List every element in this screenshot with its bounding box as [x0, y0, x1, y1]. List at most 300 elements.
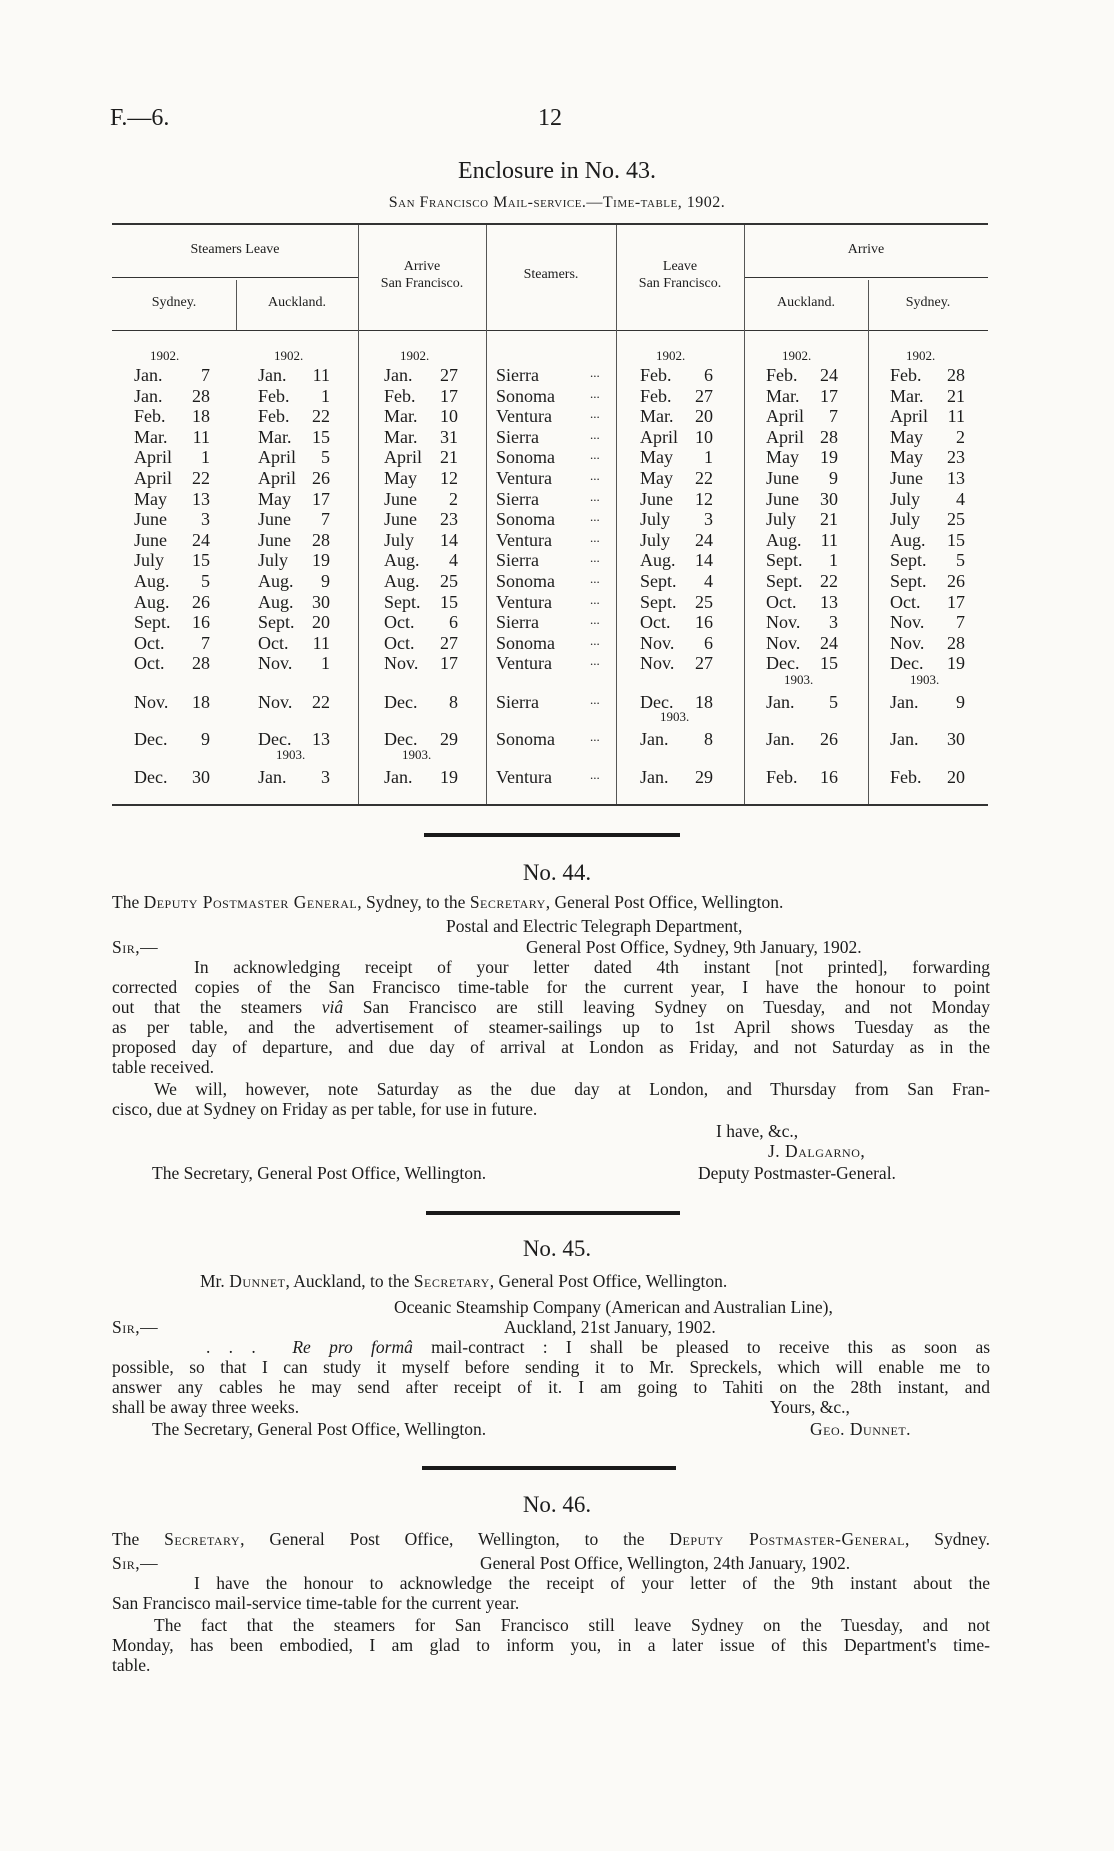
cell-day-sydney: 1 — [201, 447, 210, 468]
header-arrive-sf-line1: Arrive — [403, 259, 441, 274]
year-label-arrive-sf: 1902. — [400, 348, 430, 363]
header-sydney: Sydney. — [151, 295, 197, 310]
cell-day-arrive-sf: 12 — [440, 468, 458, 488]
cell-day-arrive-auckland: 19 — [820, 447, 838, 468]
cell-month-sydney: June — [134, 529, 167, 550]
cell-month-sydney: Feb. — [134, 406, 166, 427]
year-1903-arrive-sf: 1903. — [402, 747, 432, 762]
cell-day-arrive-auckland: 17 — [820, 385, 838, 406]
cell-day-sydney: 22 — [192, 468, 210, 488]
cell-month-arrive-auckland: Sept. — [766, 550, 803, 571]
cell-month-sydney: April — [134, 447, 172, 468]
letter-46-para2-line1: The fact that the steamers for San Francisco still leave Sydney on the Tuesday, and not — [154, 1615, 990, 1635]
year-label-leave-sf: 1902. — [656, 348, 686, 363]
cell-day-arrive-sf: 8 — [449, 692, 458, 712]
header-leave-sf-line1: Leave — [662, 259, 698, 274]
letter-44-para1-line1: In acknowledging receipt of your letter dated 4th instant [not printed], forwarding — [194, 957, 990, 977]
cell-day-arrive-auckland: 3 — [829, 612, 838, 633]
cell-day-arrive-sydney: 21 — [947, 385, 965, 406]
cell-month-auckland: Nov. — [258, 692, 293, 712]
cell-day-arrive-sydney: 19 — [947, 653, 965, 674]
cell-steamer-name: Ventura — [496, 406, 552, 427]
letter-44-heading: The Deputy Postmaster General, Sydney, to the Secretary, General Post Office, Wellington. — [112, 892, 784, 912]
cell-day-auckland: 22 — [312, 692, 330, 712]
cell-day-leave-sf: 8 — [704, 729, 713, 749]
cell-day-sydney: 15 — [192, 550, 210, 571]
letter-46-heading: The Secretary, General Post Office, Wellington, to the Deputy Postmaster-General, Sydney. — [112, 1529, 990, 1549]
cell-month-arrive-sf: Oct. — [384, 632, 415, 653]
cell-month-arrive-auckland: Jan. — [766, 729, 795, 749]
cell-day-arrive-sf: 23 — [440, 509, 458, 530]
cell-steamer-name: Sonoma — [496, 632, 556, 653]
cell-month-arrive-sf: Oct. — [384, 612, 415, 633]
cell-day-arrive-sf: 29 — [440, 729, 458, 749]
cell-month-arrive-sf: Jan. — [384, 365, 413, 385]
header-arrive: Arrive — [847, 242, 885, 257]
cell-steamer-name: Ventura — [496, 653, 552, 674]
cell-month-leave-sf: Jan. — [640, 729, 669, 749]
cell-month-sydney: Mar. — [134, 426, 168, 447]
cell-steamer-dots: ... — [590, 385, 600, 401]
header-auckland: Auckland. — [268, 295, 326, 310]
cell-month-arrive-sydney: Sept. — [890, 571, 927, 591]
letter-45-address-2: Auckland, 21st January, 1902. — [504, 1317, 716, 1337]
cell-month-arrive-sf: Jan. — [384, 767, 413, 787]
cell-day-sydney: 26 — [192, 591, 210, 612]
cell-month-arrive-sydney: Dec. — [890, 653, 924, 674]
header-arrive-sf — [358, 258, 486, 292]
cell-day-auckland: 15 — [312, 426, 330, 447]
cell-steamer-dots: ... — [590, 426, 600, 442]
cell-day-sydney: 28 — [192, 653, 210, 674]
cell-month-auckland: Oct. — [258, 632, 289, 653]
cell-month-arrive-sydney: Sept. — [890, 550, 927, 571]
cell-steamer-name: Ventura — [496, 529, 552, 550]
cell-steamer-dots: ... — [590, 529, 600, 545]
cell-month-leave-sf: Aug. — [640, 550, 676, 571]
cell-month-leave-sf: July — [640, 509, 671, 530]
cell-month-leave-sf: Sept. — [640, 591, 677, 612]
cell-day-arrive-auckland: 1 — [829, 550, 838, 571]
cell-steamer-name: Ventura — [496, 468, 552, 488]
cell-month-arrive-sydney: May — [890, 447, 923, 468]
cell-day-auckland: 9 — [321, 571, 330, 591]
cell-month-arrive-sydney: Feb. — [890, 767, 922, 787]
cell-month-auckland: Sept. — [258, 612, 295, 633]
cell-day-arrive-auckland: 30 — [820, 488, 838, 509]
cell-day-arrive-sydney: 5 — [956, 550, 965, 571]
letter-44-para1-line3: out that the steamers viâ San Francisco are still leaving Sydney on Tuesday, and not Monday — [112, 997, 991, 1017]
cell-day-arrive-sydney: 20 — [947, 767, 965, 787]
letter-45-para1-line3: answer any cables he may send after receipt of it. I am going to Tahiti on the 28th instant, and — [112, 1377, 990, 1397]
cell-day-arrive-auckland: 11 — [820, 529, 838, 550]
cell-month-arrive-auckland: April — [766, 406, 804, 427]
letter-44-title: No. 44. — [522, 860, 592, 885]
cell-month-auckland: Aug. — [258, 591, 294, 612]
cell-day-arrive-sydney: 7 — [956, 612, 965, 633]
cell-steamer-name: Sonoma — [496, 571, 556, 591]
cell-month-arrive-auckland: June — [766, 488, 799, 509]
cell-day-sydney: 11 — [192, 426, 210, 447]
cell-steamer-dots: ... — [590, 571, 600, 586]
cell-month-arrive-auckland: Nov. — [766, 632, 801, 653]
cell-day-auckland: 5 — [321, 447, 330, 468]
cell-month-leave-sf: Sept. — [640, 571, 677, 591]
cell-day-leave-sf: 22 — [695, 468, 713, 488]
cell-day-leave-sf: 6 — [704, 365, 713, 385]
cell-day-auckland: 30 — [312, 591, 330, 612]
cell-day-arrive-sydney: 26 — [947, 571, 965, 591]
cell-day-auckland: 11 — [312, 632, 330, 653]
letter-45-address-1: Oceanic Steamship Company (American and Australian Line), — [394, 1297, 833, 1317]
year-label-auckland: 1902. — [274, 348, 304, 363]
cell-month-arrive-auckland: Nov. — [766, 612, 801, 633]
enclosure-title: Enclosure in No. 43. — [458, 158, 656, 184]
cell-steamer-name: Sierra — [496, 488, 539, 509]
cell-day-auckland: 20 — [312, 612, 330, 633]
year-label-arrive-auckland: 1902. — [782, 348, 812, 363]
cell-steamer-dots: ... — [590, 509, 600, 525]
cell-day-auckland: 17 — [312, 488, 330, 509]
cell-day-arrive-sydney: 17 — [947, 591, 965, 612]
cell-steamer-name: Sonoma — [496, 509, 556, 530]
letter-45-heading: Mr. Dunnet, Auckland, to the Secretary, General Post Office, Wellington. — [200, 1271, 728, 1291]
cell-month-arrive-sydney: April — [890, 406, 928, 427]
cell-month-arrive-sf: April — [384, 447, 422, 468]
header-leave-sf-line2: San Francisco. — [638, 276, 722, 291]
cell-day-sydney: 9 — [201, 729, 210, 749]
cell-month-leave-sf: Jan. — [640, 767, 669, 787]
cell-day-arrive-sf: 27 — [440, 632, 458, 653]
cell-day-arrive-sf: 4 — [449, 550, 458, 571]
cell-month-arrive-sydney: Jan. — [890, 729, 919, 749]
cell-day-arrive-auckland: 5 — [829, 692, 838, 712]
cell-month-arrive-sydney: Nov. — [890, 612, 925, 633]
cell-day-leave-sf: 25 — [695, 591, 713, 612]
cell-month-auckland: June — [258, 529, 291, 550]
cell-day-arrive-auckland: 24 — [820, 632, 838, 653]
cell-month-arrive-sf: June — [384, 509, 417, 530]
cell-day-arrive-auckland: 26 — [820, 729, 838, 749]
cell-month-sydney: July — [134, 550, 165, 571]
year-label-sydney: 1902. — [150, 348, 180, 363]
cell-steamer-dots: ... — [590, 550, 600, 566]
cell-month-leave-sf: Feb. — [640, 365, 672, 385]
cell-month-sydney: Dec. — [134, 767, 168, 787]
cell-day-arrive-sydney: 28 — [947, 632, 965, 653]
cell-day-leave-sf: 3 — [704, 509, 713, 530]
cell-day-arrive-sydney: 28 — [947, 365, 965, 385]
cell-month-arrive-auckland: Mar. — [766, 385, 800, 406]
cell-month-sydney: Aug. — [134, 591, 170, 612]
cell-day-sydney: 7 — [201, 365, 210, 385]
cell-month-arrive-sf: Mar. — [384, 426, 418, 447]
letter-45-para1-line2: possible, so that I can study it myself before sending it to Mr. Spreckels, which will enable me to — [112, 1357, 990, 1377]
cell-month-arrive-sydney: June — [890, 468, 923, 488]
cell-month-arrive-sf: July — [384, 529, 415, 550]
cell-month-sydney: June — [134, 509, 167, 530]
cell-day-arrive-sf: 14 — [440, 529, 458, 550]
cell-day-arrive-sf: 10 — [440, 406, 458, 427]
cell-month-arrive-sf: Feb. — [384, 385, 416, 406]
cell-day-sydney: 16 — [192, 612, 210, 633]
letter-46-para2-line3: table. — [112, 1655, 151, 1675]
header-arrive-sydney: Sydney. — [905, 295, 951, 310]
letter-46-salutation: Sir,— — [112, 1553, 159, 1573]
cell-day-leave-sf: 16 — [695, 612, 713, 633]
cell-steamer-dots: ... — [590, 632, 600, 648]
cell-day-auckland: 22 — [312, 406, 330, 427]
cell-month-arrive-sf: May — [384, 468, 417, 488]
cell-day-arrive-sf: 19 — [440, 767, 458, 787]
cell-month-arrive-sf: Nov. — [384, 653, 419, 674]
cell-month-arrive-sf: June — [384, 488, 417, 509]
cell-steamer-dots: ... — [590, 612, 600, 628]
cell-month-leave-sf: June — [640, 488, 673, 509]
cell-day-arrive-sydney: 23 — [947, 447, 965, 468]
cell-day-arrive-sf: 17 — [440, 653, 458, 674]
cell-month-auckland: July — [258, 550, 289, 571]
cell-month-sydney: Jan. — [134, 385, 163, 406]
cell-month-auckland: May — [258, 488, 291, 509]
cell-month-sydney: Oct. — [134, 653, 165, 674]
letter-46-para1-line1: I have the honour to acknowledge the receipt of your letter of the 9th instant about the — [194, 1573, 990, 1593]
cell-day-arrive-auckland: 22 — [820, 571, 838, 591]
cell-day-arrive-sydney: 25 — [947, 509, 965, 530]
cell-day-sydney: 3 — [201, 509, 210, 530]
letter-46-para2-line2: Monday, has been embodied, I am glad to inform you, in a later issue of this Department's time- — [112, 1635, 990, 1655]
header-leave-sf — [616, 258, 744, 292]
letter-44-address-2: General Post Office, Sydney, 9th January, 1902. — [526, 937, 862, 957]
letter-45-para1-line1: . . . Re pro formâ mail-contract : I shall be pleased to receive this as soon as — [206, 1337, 991, 1357]
cell-day-leave-sf: 18 — [695, 692, 713, 712]
page-number: 12 — [538, 105, 562, 131]
cell-day-arrive-auckland: 7 — [829, 406, 838, 427]
cell-month-leave-sf: Nov. — [640, 653, 675, 674]
cell-month-leave-sf: Dec. — [640, 692, 674, 712]
cell-month-leave-sf: Nov. — [640, 632, 675, 653]
cell-day-leave-sf: 24 — [695, 529, 713, 550]
letter-44-salutation: Sir,— — [112, 937, 159, 957]
cell-day-auckland: 13 — [312, 729, 330, 749]
cell-month-leave-sf: Mar. — [640, 406, 674, 427]
cell-day-arrive-sydney: 2 — [956, 426, 965, 447]
cell-day-auckland: 19 — [312, 550, 330, 571]
cell-day-arrive-sf: 31 — [440, 426, 458, 447]
cell-month-arrive-auckland: Feb. — [766, 365, 798, 385]
cell-day-arrive-sf: 21 — [440, 447, 458, 468]
cell-day-arrive-auckland: 9 — [829, 468, 838, 488]
cell-month-leave-sf: April — [640, 426, 678, 447]
cell-month-auckland: Nov. — [258, 653, 293, 674]
cell-day-arrive-sydney: 15 — [947, 529, 965, 550]
letter-46-title: No. 46. — [522, 1492, 592, 1517]
cell-day-sydney: 24 — [192, 529, 210, 550]
cell-month-arrive-sydney: Jan. — [890, 692, 919, 712]
cell-day-leave-sf: 4 — [704, 571, 713, 591]
cell-month-leave-sf: Feb. — [640, 385, 672, 406]
cell-day-arrive-auckland: 24 — [820, 365, 838, 385]
cell-month-arrive-sydney: July — [890, 509, 921, 530]
letter-45-para1-line4: shall be away three weeks. — [112, 1397, 300, 1417]
cell-day-sydney: 5 — [201, 571, 210, 591]
letter-45-salutation: Sir,— — [112, 1317, 159, 1337]
letter-46-para1-line2: San Francisco mail-service time-table for the current year. — [112, 1593, 520, 1613]
letter-44-para2-line1: We will, however, note Saturday as the due day at London, and Thursday from San Fran- — [154, 1079, 990, 1099]
cell-day-auckland: 7 — [321, 509, 330, 530]
cell-day-arrive-auckland: 16 — [820, 767, 838, 787]
cell-day-leave-sf: 1 — [704, 447, 713, 468]
cell-steamer-dots: ... — [590, 365, 600, 380]
cell-steamer-dots: ... — [590, 729, 600, 744]
cell-steamer-dots: ... — [590, 591, 600, 607]
cell-day-leave-sf: 27 — [695, 385, 713, 406]
header-steamers: Steamers. — [523, 267, 579, 282]
cell-day-arrive-sf: 27 — [440, 365, 458, 385]
cell-steamer-name: Sierra — [496, 612, 539, 633]
year-1903-auckland: 1903. — [276, 747, 306, 762]
cell-day-arrive-auckland: 28 — [820, 426, 838, 447]
cell-month-arrive-sf: Aug. — [384, 550, 420, 571]
cell-month-arrive-sf: Aug. — [384, 571, 420, 591]
cell-month-sydney: Dec. — [134, 729, 168, 749]
cell-steamer-name: Sierra — [496, 550, 539, 571]
cell-month-arrive-sydney: Feb. — [890, 365, 922, 385]
cell-day-sydney: 7 — [201, 632, 210, 653]
letter-44-signer-title: Deputy Postmaster-General. — [698, 1163, 896, 1183]
enclosure-subtitle: San Francisco Mail-service.—Time-table, 1902. — [388, 194, 726, 211]
letter-44-para1-line6: table received. — [112, 1057, 215, 1077]
cell-steamer-dots: ... — [590, 468, 600, 483]
cell-month-sydney: April — [134, 468, 172, 488]
cell-month-auckland: Dec. — [258, 729, 292, 749]
cell-month-arrive-sydney: Aug. — [890, 529, 926, 550]
cell-steamer-dots: ... — [590, 767, 600, 782]
cell-month-sydney: Nov. — [134, 692, 169, 712]
cell-day-arrive-sydney: 9 — [956, 692, 965, 712]
cell-day-arrive-sf: 6 — [449, 612, 458, 633]
cell-day-arrive-auckland: 15 — [820, 653, 838, 674]
cell-steamer-name: Sonoma — [496, 385, 556, 406]
cell-day-sydney: 18 — [192, 692, 210, 712]
header-arrive-auckland: Auckland. — [777, 295, 835, 310]
cell-month-arrive-sf: Mar. — [384, 406, 418, 427]
cell-day-leave-sf: 14 — [695, 550, 713, 571]
cell-month-leave-sf: Oct. — [640, 612, 671, 633]
cell-month-arrive-sydney: May — [890, 426, 923, 447]
cell-month-sydney: May — [134, 488, 167, 509]
cell-steamer-name: Sonoma — [496, 729, 556, 749]
year-label-arrive-sydney: 1902. — [906, 348, 936, 363]
cell-steamer-dots: ... — [590, 653, 600, 669]
cell-day-leave-sf: 10 — [695, 426, 713, 447]
cell-month-arrive-sydney: July — [890, 488, 921, 509]
cell-steamer-dots: ... — [590, 692, 600, 707]
cell-day-arrive-sf: 2 — [449, 488, 458, 509]
cell-day-auckland: 1 — [321, 385, 330, 406]
cell-month-leave-sf: July — [640, 529, 671, 550]
cell-day-sydney: 30 — [192, 767, 210, 787]
letter-44-para1-line4: as per table, and the advertisement of steamer-sailings up to 1st April shows Tuesday as the — [112, 1017, 990, 1037]
cell-month-arrive-auckland: Feb. — [766, 767, 798, 787]
letter-44-para1-line2: corrected copies of the San Francisco time-table for the current year, I have the honour to point — [112, 977, 990, 997]
cell-day-sydney: 28 — [192, 385, 210, 406]
cell-month-arrive-auckland: Jan. — [766, 692, 795, 712]
letter-44-addressee: The Secretary, General Post Office, Wellington. — [152, 1163, 487, 1183]
cell-month-sydney: Sept. — [134, 612, 171, 633]
cell-month-leave-sf: May — [640, 468, 673, 488]
cell-day-auckland: 11 — [312, 365, 330, 385]
cell-day-auckland: 3 — [321, 767, 330, 787]
letter-45-addressee: The Secretary, General Post Office, Wellington. — [152, 1419, 487, 1439]
cell-day-arrive-sydney: 4 — [956, 488, 965, 509]
cell-month-auckland: Jan. — [258, 365, 287, 385]
cell-month-arrive-sf: Dec. — [384, 692, 418, 712]
cell-day-arrive-sf: 25 — [440, 571, 458, 591]
cell-month-auckland: Feb. — [258, 406, 290, 427]
cell-month-sydney: Jan. — [134, 365, 163, 385]
cell-day-leave-sf: 12 — [695, 488, 713, 509]
letter-44-closing: I have, &c., — [716, 1121, 799, 1141]
cell-steamer-dots: ... — [590, 488, 600, 504]
cell-day-sydney: 18 — [192, 406, 210, 427]
cell-steamer-name: Sierra — [496, 692, 539, 712]
letter-44-para2-line2: cisco, due at Sydney on Friday as per table, for use in future. — [112, 1099, 538, 1119]
cell-day-auckland: 1 — [321, 653, 330, 674]
cell-day-arrive-auckland: 21 — [820, 509, 838, 530]
cell-day-leave-sf: 6 — [704, 632, 713, 653]
cell-month-arrive-auckland: April — [766, 426, 804, 447]
cell-day-arrive-sf: 17 — [440, 385, 458, 406]
cell-day-arrive-auckland: 13 — [820, 591, 838, 612]
cell-month-auckland: Mar. — [258, 426, 292, 447]
letter-44-address-1: Postal and Electric Telegraph Department, — [446, 916, 743, 936]
cell-month-sydney: Oct. — [134, 632, 165, 653]
cell-month-arrive-sf: Sept. — [384, 591, 421, 612]
letter-46-address: General Post Office, Wellington, 24th January, 1902. — [480, 1553, 851, 1573]
cell-month-auckland: April — [258, 447, 296, 468]
cell-month-sydney: Aug. — [134, 571, 170, 591]
cell-month-auckland: Jan. — [258, 767, 287, 787]
cell-day-leave-sf: 27 — [695, 653, 713, 674]
cell-month-auckland: April — [258, 468, 296, 488]
cell-month-arrive-auckland: May — [766, 447, 799, 468]
cell-steamer-name: Ventura — [496, 591, 552, 612]
cell-steamer-dots: ... — [590, 447, 600, 463]
cell-month-auckland: Feb. — [258, 385, 290, 406]
page-reference: F.—6. — [110, 105, 170, 131]
cell-month-arrive-auckland: July — [766, 509, 797, 530]
letter-44-signer: J. Dalgarno, — [768, 1141, 866, 1161]
year-1903-leave-sf: 1903. — [660, 709, 690, 724]
cell-month-leave-sf: May — [640, 447, 673, 468]
cell-day-leave-sf: 29 — [695, 767, 713, 787]
year-1903-arrive-sydney: 1903. — [910, 672, 940, 687]
header-arrive-sf-line2: San Francisco. — [380, 276, 464, 291]
cell-steamer-name: Ventura — [496, 767, 552, 787]
cell-month-arrive-auckland: June — [766, 468, 799, 488]
cell-steamer-name: Sonoma — [496, 447, 556, 468]
cell-day-arrive-sydney: 13 — [947, 468, 965, 488]
header-steamers-leave: Steamers Leave — [190, 242, 280, 257]
cell-day-arrive-sydney: 30 — [947, 729, 965, 749]
cell-day-arrive-sydney: 11 — [947, 406, 965, 427]
cell-month-arrive-auckland: Sept. — [766, 571, 803, 591]
cell-month-arrive-sydney: Nov. — [890, 632, 925, 653]
letter-44-para1-line5: proposed day of departure, and due day of arrival at London as Friday, and not Saturday as in the — [112, 1037, 990, 1057]
cell-month-arrive-sf: Dec. — [384, 729, 418, 749]
cell-month-arrive-sydney: Mar. — [890, 385, 924, 406]
